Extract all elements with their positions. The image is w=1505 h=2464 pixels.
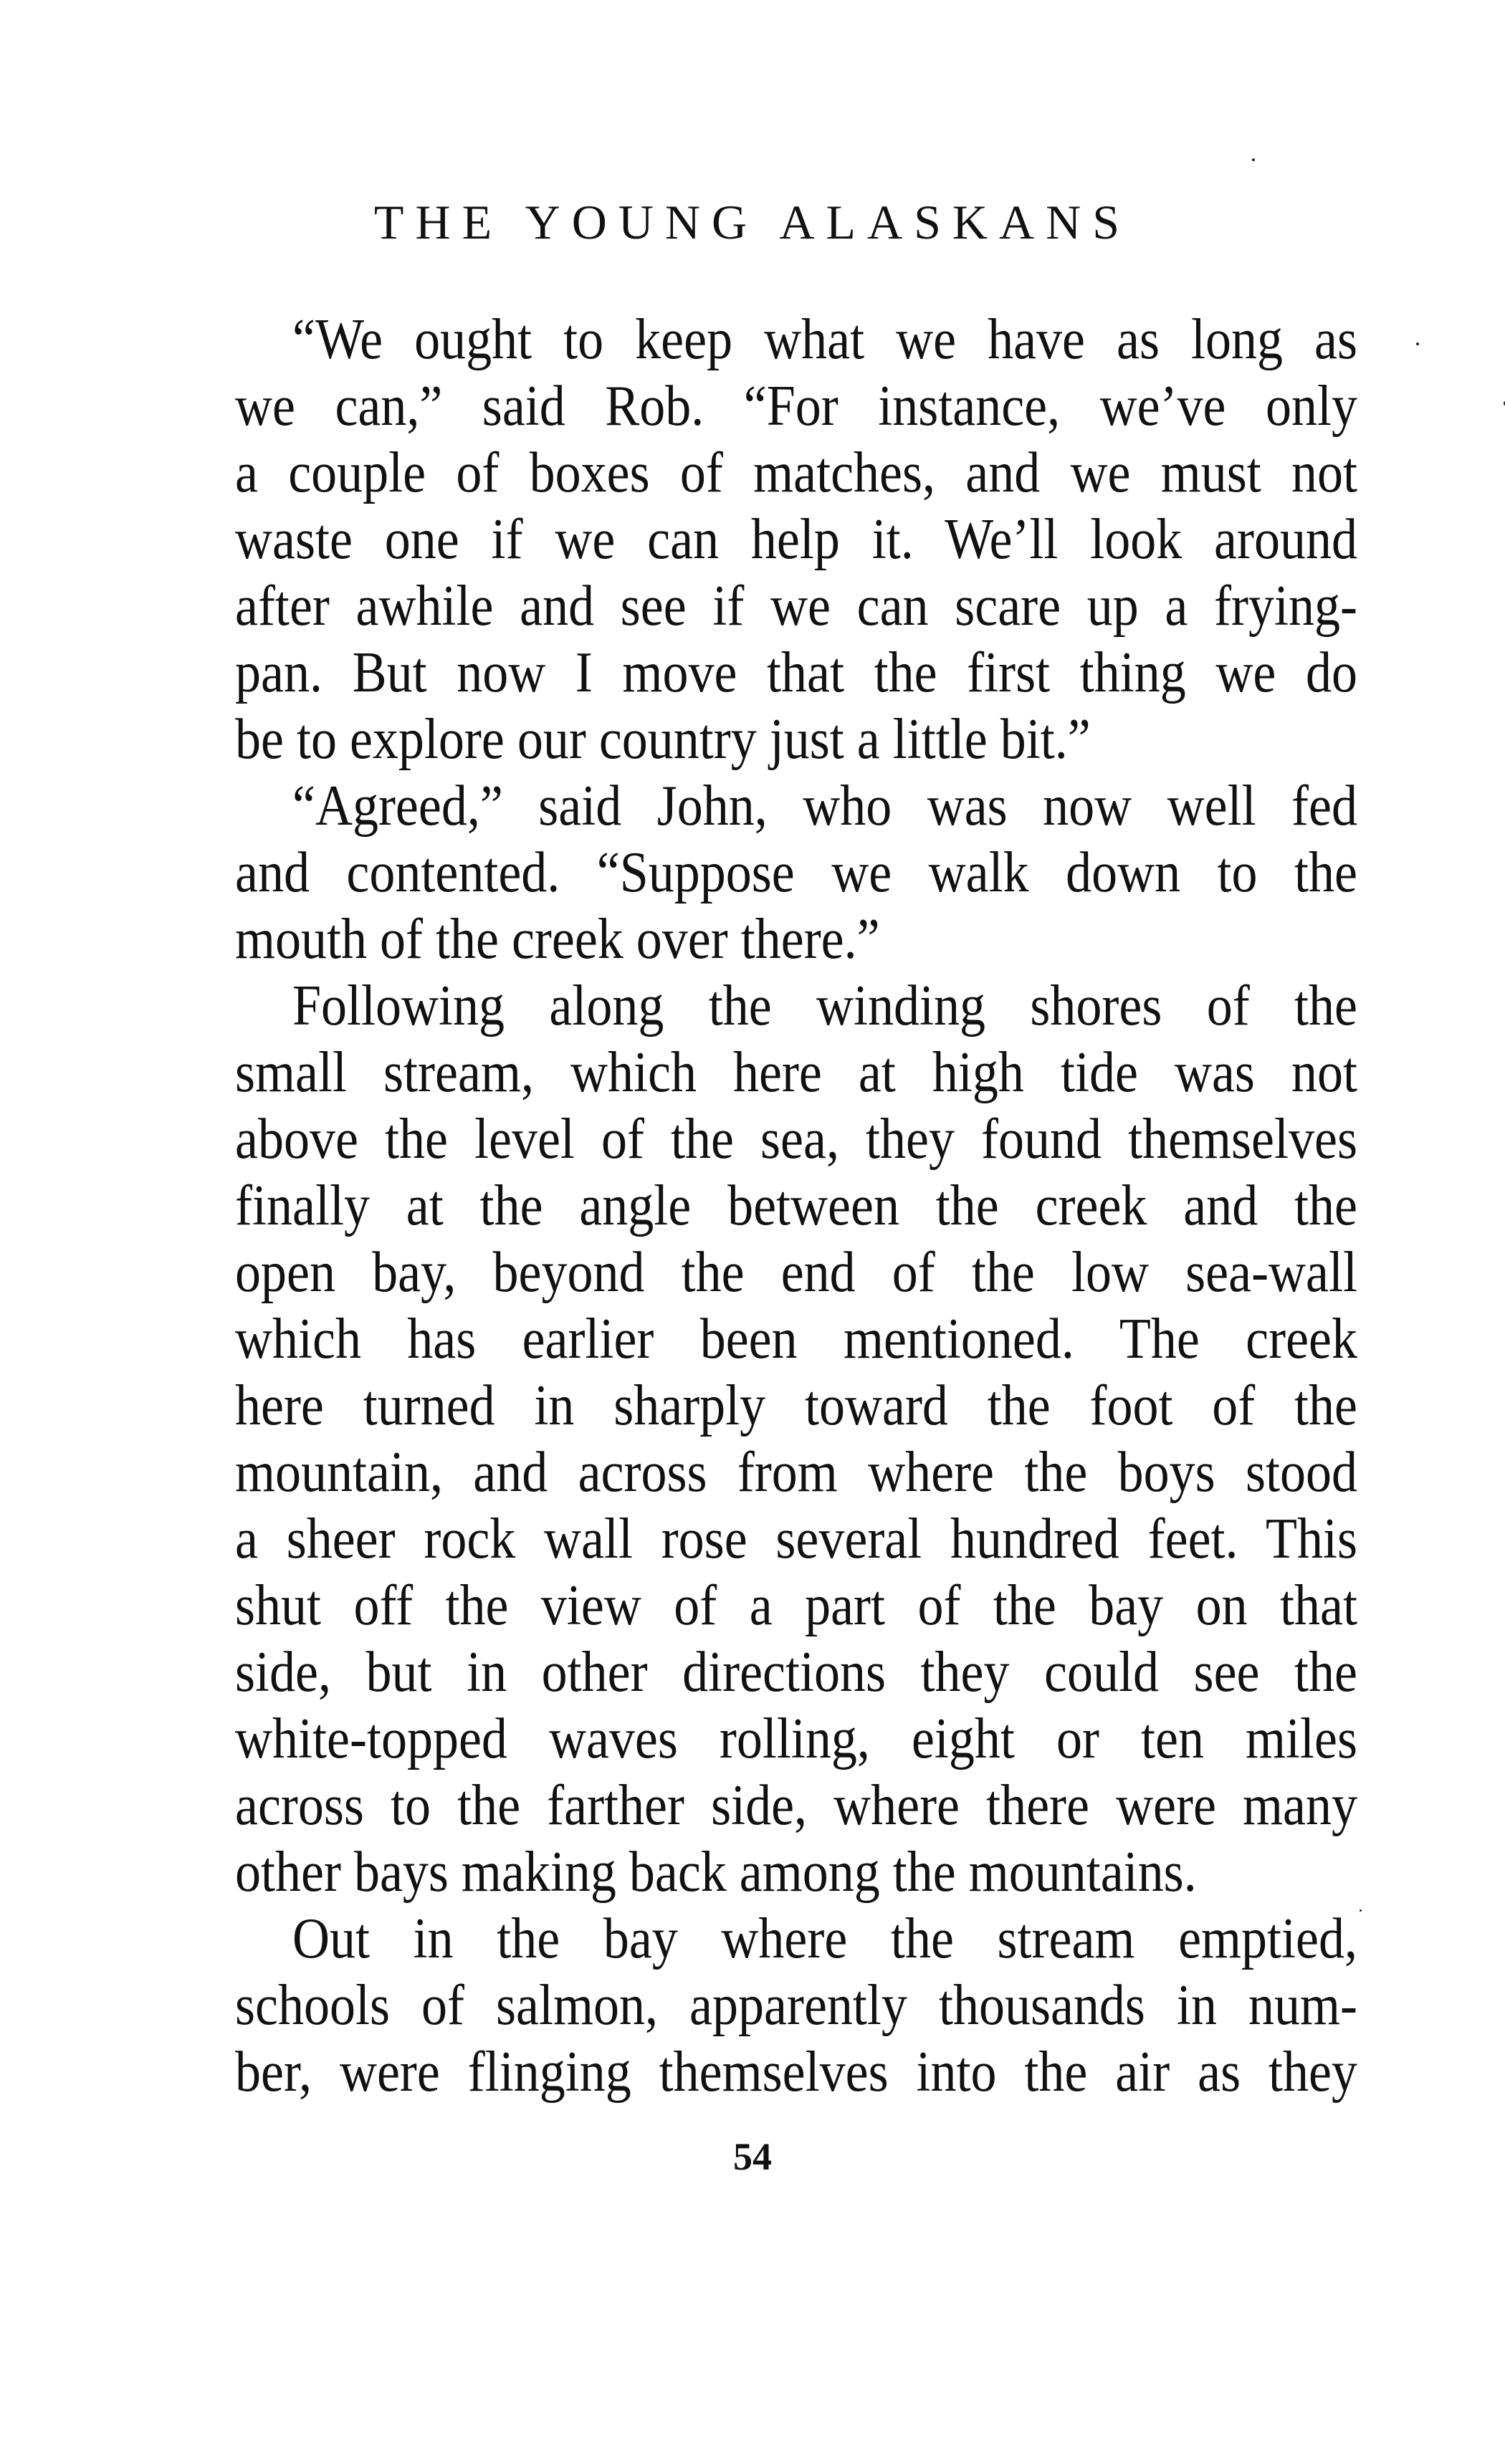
- text-line: after awhile and see if we can scare up a frying-: [235, 573, 1357, 638]
- scan-speck: [1252, 158, 1255, 161]
- text-line: white-topped waves rolling, eight or ten miles: [235, 1706, 1357, 1770]
- text-line: mountain, and across from where the boys stood: [235, 1439, 1357, 1504]
- scan-speck: [1416, 342, 1419, 345]
- text-line: be to explore our country just a little bit.”: [235, 706, 1091, 771]
- text-line: shut off the view of a part of the bay on that: [235, 1573, 1357, 1637]
- text-line: Following along the winding shores of the: [292, 973, 1357, 1037]
- text-line: other bays making back among the mountains.: [235, 1839, 1197, 1904]
- text-line: we can,” said Rob. “For instance, we’ve only: [235, 373, 1357, 438]
- text-line: across to the farther side, where there were many: [235, 1773, 1357, 1837]
- text-line: ber, were flinging themselves into the air as they: [235, 2039, 1357, 2104]
- text-line: and contented. “Suppose we walk down to the: [235, 840, 1357, 904]
- running-head: THE YOUNG ALASKANS: [373, 195, 1132, 249]
- text-line: side, but in other directions they could see the: [235, 1639, 1357, 1704]
- page-number: 54: [733, 2135, 772, 2178]
- text-line: mouth of the creek over there.”: [235, 906, 880, 971]
- text-line: a sheer rock wall rose several hundred feet. This: [235, 1506, 1357, 1571]
- text-line: here turned in sharply toward the foot of the: [235, 1373, 1357, 1437]
- text-line: waste one if we can help it. We’ll look around: [235, 507, 1357, 571]
- text-line: “Agreed,” said John, who was now well fed: [292, 773, 1357, 838]
- body-text: [235, 306, 1357, 2105]
- text-line: open bay, beyond the end of the low sea-wall: [235, 1240, 1357, 1304]
- text-line: above the level of the sea, they found themselves: [235, 1106, 1357, 1171]
- text-line: finally at the angle between the creek and the: [235, 1173, 1357, 1237]
- text-line: Out in the bay where the stream emptied,: [292, 1906, 1357, 1970]
- text-line: schools of salmon, apparently thousands in num-: [235, 1972, 1357, 2037]
- text-line: pan. But now I move that the first thing we do: [235, 640, 1357, 704]
- text-line: which has earlier been mentioned. The creek: [235, 1306, 1357, 1371]
- scan-speck: [1360, 1909, 1362, 1912]
- text-line: small stream, which here at high tide was not: [235, 1040, 1357, 1104]
- text-line: “We ought to keep what we have as long as: [292, 307, 1357, 371]
- text-line: a couple of boxes of matches, and we must not: [235, 440, 1357, 504]
